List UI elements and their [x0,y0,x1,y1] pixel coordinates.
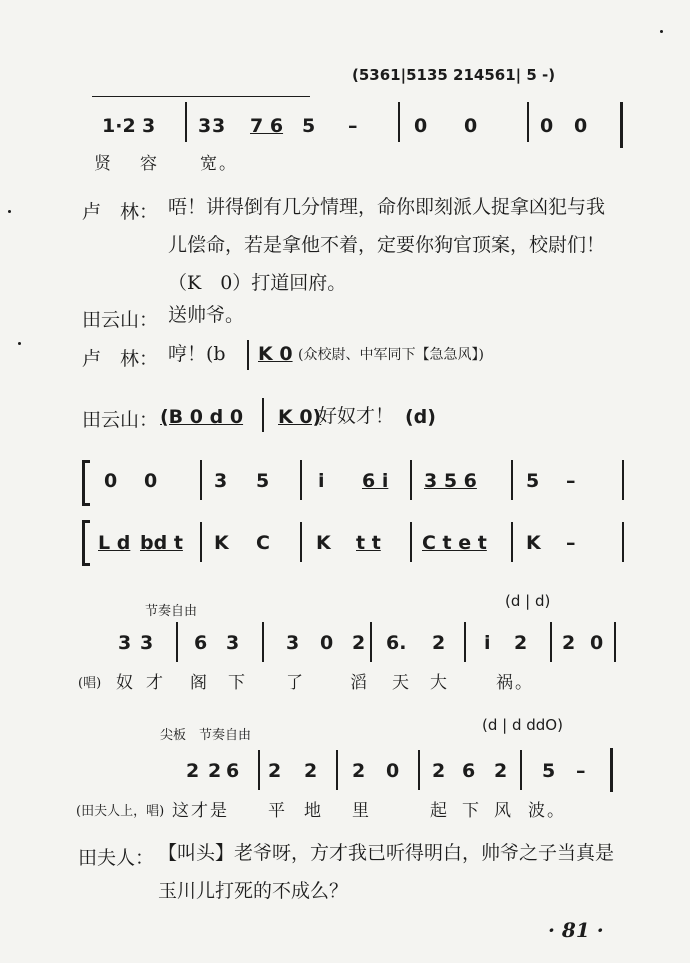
percussion-notes: C [256,532,270,554]
dialog-line: 送帅爷。 [168,304,245,326]
system-bracket [82,520,90,566]
note: 2 [268,760,282,782]
note: 2 [432,760,446,782]
bar-line [520,750,522,790]
dash: – [576,760,586,782]
lyric: 了 [286,673,305,693]
bar-line [200,460,202,500]
lyric: 宽。 [200,154,238,174]
bar-line [176,622,178,662]
lyric: 滔 [350,673,369,693]
note: 6 [462,760,476,782]
percussion-notes: L d [98,532,131,554]
note: 2 [208,760,222,782]
percussion-notes: K [526,532,541,554]
note: 3 [214,470,228,492]
note: 0 [144,470,158,492]
lyric: 起 [430,801,449,821]
percussion-cue: (d | d) [505,592,551,610]
speaker-label: 田云山： [82,309,159,331]
note: 0 [590,632,604,654]
percussion-notes: (d) [405,406,436,428]
note: 2 [186,760,200,782]
dash: – [566,532,576,554]
bar-line [262,398,264,432]
bar-line [200,522,202,562]
bar-line [622,460,624,500]
dialog-line: 玉川儿打死的不成么？ [158,880,349,902]
lyric: 里 [352,801,371,821]
percussion-notes: t t [356,532,381,554]
bar-line [185,102,187,142]
note: 2 [562,632,576,654]
bar-line [410,522,412,562]
note: 3 [118,632,132,654]
percussion-notes: bd t [140,532,183,554]
bar-line [511,460,513,500]
system-bracket [82,460,90,506]
note: 3 [142,115,156,137]
lyric: 阁 [190,673,209,693]
lyric: 贤 [94,154,113,174]
note: 7 6 [250,115,284,137]
tempo-marking: 尖板 节奏自由 [160,728,252,743]
lyric: 波。 [528,801,566,821]
lyric: 容 [140,154,159,174]
percussion-notes: (B 0 d 0 [160,406,244,428]
bar-line [527,102,529,142]
scan-speck [18,342,21,345]
lyric: 下 [462,801,481,821]
bar-line [614,622,616,662]
percussion-notes: K [214,532,229,554]
note: 0 [414,115,428,137]
slur-line [92,96,310,97]
dialog-line: 哼！(b [168,343,226,365]
bar-line [300,460,302,500]
note: 3 [212,115,226,137]
percussion-cue: (d | d ddO) [482,716,563,734]
note: 0 [464,115,478,137]
note: 3 [198,115,212,137]
lyric: 地 [304,801,323,821]
lyric: 这才是 [172,801,229,821]
bar-line [464,622,466,662]
tempo-marking: 节奏自由 [145,604,198,619]
note: 5 [542,760,556,782]
percussion-notes: C t e t [422,532,487,554]
bar-line [418,750,420,790]
lyric: 下 [228,673,247,693]
bar-line [410,460,412,500]
note: 5 [302,115,316,137]
dash: – [566,470,576,492]
bar-line [370,622,372,662]
note: 0 [386,760,400,782]
dialog-line: 儿偿命，若是拿他不着，定要你狗官顶案，校尉们！ [168,234,606,256]
dialog-line: 好奴才！ [318,405,395,427]
lyric: 才 [146,673,165,693]
singer-note: (唱) [78,676,102,691]
final-bar-line [610,748,613,792]
note: 3 5 6 [424,470,477,492]
note: 3 [140,632,154,654]
percussion-notes: K 0) [278,406,322,428]
bar-line [550,622,552,662]
note: 2 [352,632,366,654]
note: 0 [320,632,334,654]
bar-line [398,102,400,142]
note: i [484,632,491,654]
lyric: 平 [268,801,287,821]
bar-line [511,522,513,562]
note: 0 [540,115,554,137]
lyric: 天 [392,673,411,693]
note: 3 [286,632,300,654]
prelude-notation: (5361|5135 214561| 5 -) [352,66,556,84]
speaker-label: 田夫人： [78,847,155,869]
note: 3 [226,632,240,654]
note: 0 [574,115,588,137]
note: 6 [194,632,208,654]
lyric: 风 [494,801,513,821]
page-number: · 81 · [548,918,604,942]
note: 1·2 [102,115,136,137]
note: 5 [256,470,270,492]
note: 6. [386,632,407,654]
note: i [318,470,325,492]
note: 0 [104,470,118,492]
note: 6 i [362,470,389,492]
note: 2 [432,632,446,654]
percussion-notes: K [316,532,331,554]
note: 6 [226,760,240,782]
dialog-line: 唔！讲得倒有几分情理，命你即刻派人捉拿凶犯与我 [168,196,606,218]
bar-line [247,340,249,370]
speaker-label: 卢 林： [82,348,159,370]
lyric: 奴 [116,673,135,693]
singer-note: (田夫人上，唱) [76,804,165,819]
note: 5 [526,470,540,492]
lyric: 祸。 [496,673,534,693]
bar-line [300,522,302,562]
lyric: 大 [430,673,449,693]
scan-speck [660,30,663,33]
note: 2 [514,632,528,654]
note: 2 [352,760,366,782]
bar-line [262,622,264,662]
note: 2 [304,760,318,782]
speaker-label: 田云山： [82,409,159,431]
bar-line [622,522,624,562]
dialog-line: 【叫头】老爷呀，方才我已听得明白，帅爷之子当真是 [158,842,615,864]
bar-line [258,750,260,790]
scan-speck [8,210,11,213]
speaker-label: 卢 林： [82,201,159,223]
bar-line [336,750,338,790]
final-bar-line [620,102,623,148]
percussion-notes: K 0 [258,343,293,365]
stage-direction: (众校尉、中军同下【急急风】) [298,347,484,363]
note: 2 [494,760,508,782]
dash: – [348,115,358,137]
dialog-line: （K 0）打道回府。 [168,272,347,294]
